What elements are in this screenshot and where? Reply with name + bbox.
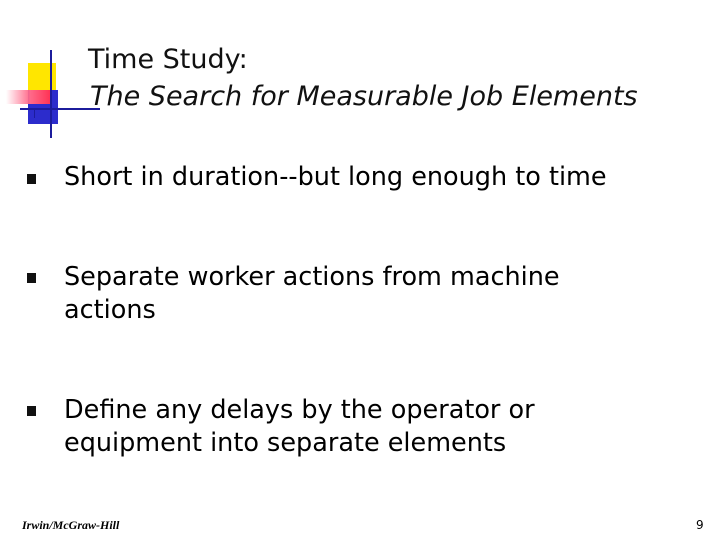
square-bullet-icon [27, 174, 36, 184]
bullet-item-1: Short in duration--but long enough to time [64, 162, 607, 192]
page-number: 9 [696, 518, 704, 532]
bullet-item-3: Define any delays by the operator or equipment into separate elements [64, 395, 535, 458]
slide-title-line2: The Search for Measurable Job Elements [90, 81, 638, 112]
bullet-item-2: Separate worker actions from machine actions [64, 262, 560, 325]
square-bullet-icon [27, 406, 36, 416]
square-bullet-icon [27, 273, 36, 283]
decorative-logo-icon [0, 40, 100, 140]
logo-red-bar [6, 90, 50, 104]
logo-vertical-line [50, 50, 52, 138]
logo-horizontal-line [20, 108, 100, 110]
publisher-credit: Irwin/McGraw-Hill [22, 518, 120, 532]
slide-title-line1: Time Study: [88, 44, 248, 75]
logo-tick-line [34, 108, 35, 118]
